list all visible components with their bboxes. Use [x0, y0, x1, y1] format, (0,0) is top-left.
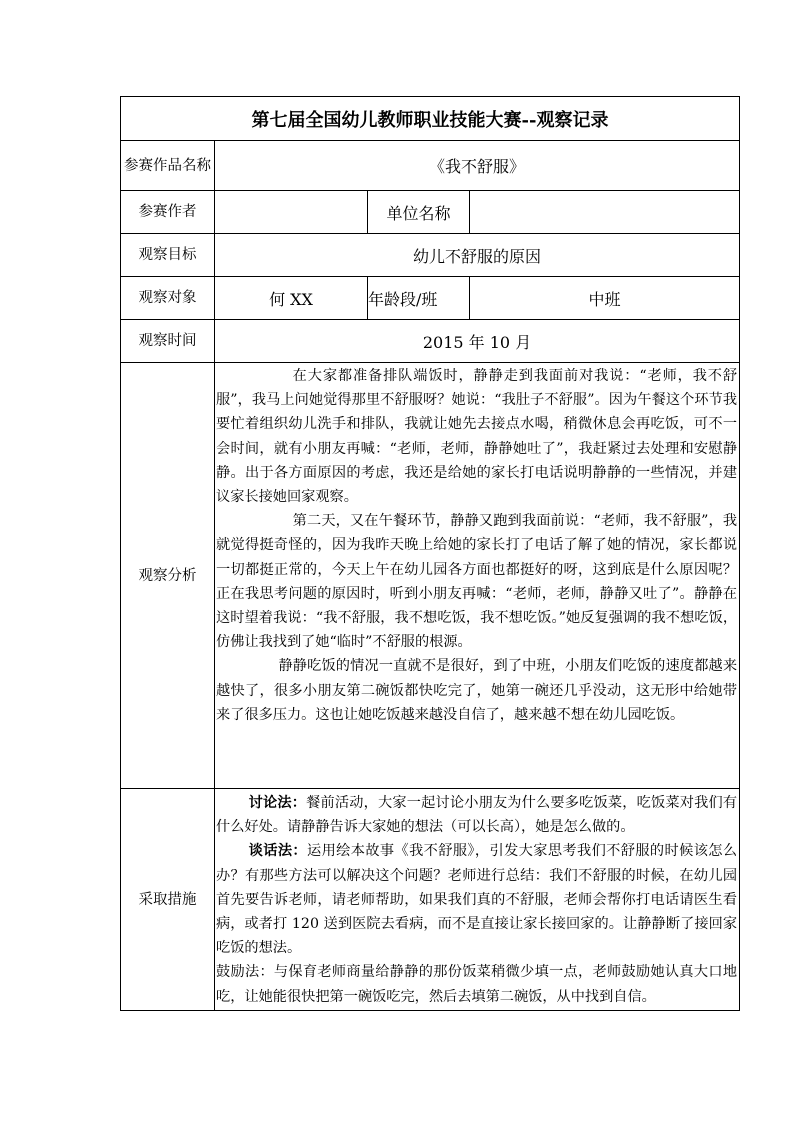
analysis-paragraph: 在大家都准备排队端饭时，静静走到我面前对我说：“老师，我不舒服”，我马上问她觉得那里不舒服呀？她说：“我肚子不舒服”。因为午餐这个环节我要忙着组织幼儿洗手和排队，我就让她先去接点水喝，稍微休息会再吃饭，可不一会时间，就有小朋友再喊：“老师，老师，静静她吐了”，我赶紧过去处理和安慰静静。出于各方面原因的考虑，我还是给她的家长打电话说明静静的一些情况，并建议家长接她回家观察。	[216, 368, 738, 506]
title-row	[121, 97, 740, 141]
measure-text: 餐前活动，大家一起讨论小朋友为什么要多吃饭菜，吃饭菜对我们有什么好处。请静静告诉大家她的想法（可以长高），她是怎么做的。	[216, 795, 738, 836]
author-row	[121, 191, 740, 234]
measure-item	[216, 791, 737, 839]
author-label: 参赛作者	[121, 191, 215, 234]
time-label: 观察时间	[121, 320, 215, 363]
subject-value: 何 XX	[215, 277, 368, 320]
age-value: 中班	[470, 277, 740, 320]
author-value	[215, 191, 368, 234]
goal-row	[121, 234, 740, 277]
measure-heading: 讨论法：	[248, 795, 307, 811]
record-table	[120, 96, 740, 1011]
subject-row	[121, 277, 740, 320]
measure-item: 鼓励法：与保育老师商量给静静的那份饭菜稍微少填一点，老师鼓励她认真大口地吃，让她能很快把第一碗饭吃完，然后去填第二碗饭，从中找到自信。	[216, 964, 738, 1005]
work-name-row	[121, 141, 740, 191]
analysis-row	[121, 363, 740, 789]
goal-label: 观察目标	[121, 234, 215, 277]
time-value: 2015 年 10 月	[215, 320, 740, 363]
analysis-label: 观察分析	[121, 363, 215, 789]
unit-value	[470, 191, 740, 234]
goal-value: 幼儿不舒服的原因	[215, 234, 740, 277]
measures-label: 采取措施	[121, 789, 215, 1011]
analysis-paragraph: 第二天，又在午餐环节，静静又跑到我面前说：“老师，我不舒服”，我就觉得挺奇怪的，因为我昨天晚上给她的家长打了电话了解了她的情况，家长都说一切都挺正常的，今天上午在幼儿园各方面也都挺好的呀，这到底是什么原因呢？正在我思考问题的原因时，听到小朋友再喊：“老师，老师，静静又吐了”。静静在这时望着我说：“我不舒服，我不想吃饭，我不想吃饭。”她反复强调的我不想吃饭，仿佛让我找到了她“临时”不舒服的根源。	[216, 513, 738, 651]
analysis-paragraph: 静静吃饭的情况一直就不是很好，到了中班，小朋友们吃饭的速度都越来越快了，很多小朋友第二碗饭都快吃完了，她第一碗还几乎没动，这无形中给她带来了很多压力。这也让她吃饭越来越没自信了，越来越不想在幼儿园吃饭。	[216, 658, 738, 723]
subject-label: 观察对象	[121, 277, 215, 320]
work-name-value: 《我不舒服》	[215, 141, 740, 191]
observation-record	[120, 96, 739, 1011]
measures-row	[121, 789, 740, 1011]
measure-item	[216, 839, 737, 960]
measure-heading: 谈话法：	[248, 843, 307, 860]
page-title: 第七届全国幼儿教师职业技能大赛--观察记录	[121, 97, 740, 141]
work-name-label: 参赛作品名称	[121, 141, 215, 191]
time-row	[121, 320, 740, 363]
age-label: 年龄段/班	[368, 277, 470, 320]
measure-text: 运用绘本故事《我不舒服》，引发大家思考我们不舒服的时候该怎么办？有那些方法可以解决这个问题？老师进行总结：我们不舒服的时候，在幼儿园首先要告诉老师，请老师帮助，如果我们真的不舒服，老师会帮你打电话请医生看病，或者打 120 送到医院去看病，而不是直接让家长接回家的。让静静断了接回家吃饭的想法。	[216, 843, 738, 957]
measures-content	[215, 789, 740, 1011]
unit-label: 单位名称	[368, 191, 470, 234]
analysis-content	[215, 363, 740, 789]
